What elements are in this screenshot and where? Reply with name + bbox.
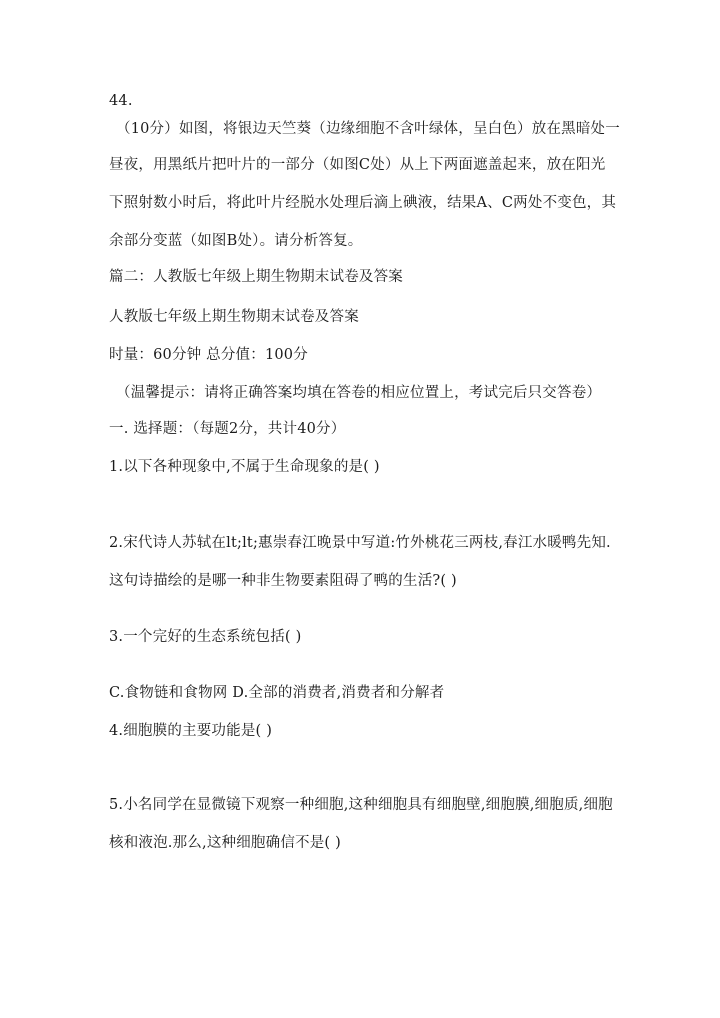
question-44-text-line-2: 昼夜，用黑纸片把叶片的一部分（如图C处）从上下两面遮盖起来，放在阳光 bbox=[109, 157, 606, 173]
section-heading: 篇二：人教版七年级上期生物期末试卷及答案 bbox=[109, 269, 403, 285]
question-number: 44. bbox=[109, 93, 133, 109]
question-5-line-1: 5.小名同学在显微镜下观察一种细胞,这种细胞具有细胞壁,细胞膜,细胞质,细胞 bbox=[109, 797, 613, 813]
question-44-text-line-1: （10分）如图，将银边天竺葵（边缘细胞不含叶绿体，呈白色）放在黑暗处一 bbox=[116, 121, 620, 137]
question-5-line-2: 核和液泡.那么,这种细胞确信不是( ) bbox=[109, 835, 341, 851]
question-2-line-2: 这句诗描绘的是哪一种非生物要素阻碍了鸭的生活?( ) bbox=[109, 573, 457, 589]
exam-title: 人教版七年级上期生物期末试卷及答案 bbox=[109, 309, 359, 325]
question-4: 4.细胞膜的主要功能是( ) bbox=[109, 723, 273, 739]
exam-tip: （温馨提示：请将正确答案均填在答卷的相应位置上，考试完后只交答卷） bbox=[116, 385, 602, 401]
question-3: 3.一个完好的生态系统包括( ) bbox=[109, 629, 302, 645]
question-44-text-line-4: 余部分变蓝（如图B处）。请分析答复。 bbox=[109, 233, 363, 249]
section-choice-heading: 一. 选择题：（每题2分，共计40分） bbox=[109, 421, 346, 437]
question-2-line-1: 2.宋代诗人苏轼在lt;lt;惠崇春江晚景中写道:竹外桃花三两枝,春江水暖鸭先知. bbox=[109, 535, 611, 551]
question-3-options: C.食物链和食物网 D.全部的消费者,消费者和分解者 bbox=[109, 685, 445, 701]
question-44-text-line-3: 下照射数小时后，将此叶片经脱水处理后滴上碘液，结果A、C两处不变色，其 bbox=[109, 195, 617, 211]
exam-time-score: 时量：60分钟 总分值：100分 bbox=[109, 347, 308, 363]
question-1: 1.以下各种现象中,不属于生命现象的是( ) bbox=[109, 459, 380, 475]
